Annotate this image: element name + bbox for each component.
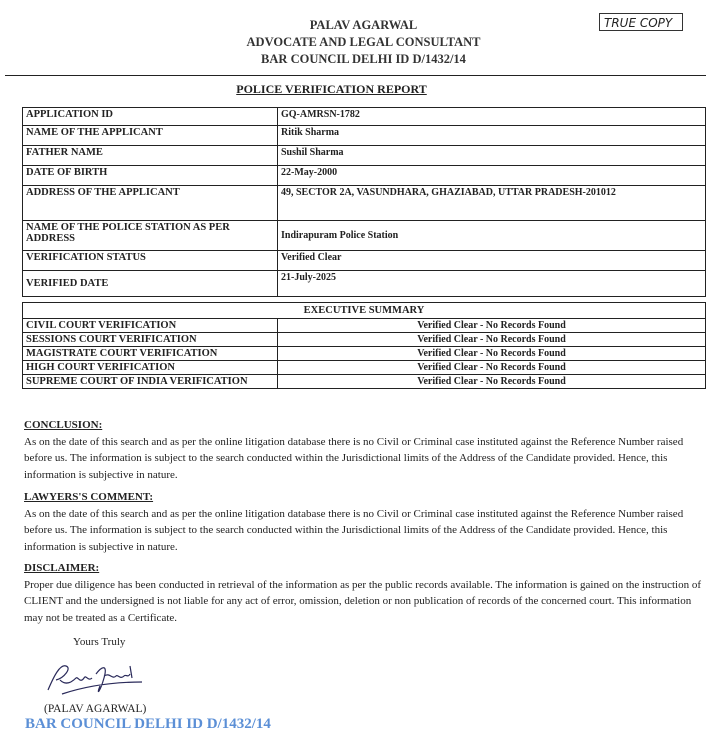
row-label: HIGH COURT VERIFICATION [23,361,278,375]
row-label: FATHER NAME [23,146,278,166]
row-label: NAME OF THE POLICE STATION AS PER ADDRESS [23,221,278,251]
table-row [23,126,706,146]
row-label: APPLICATION ID [23,108,278,126]
row-value: 22-May-2000 [278,166,706,186]
signatory-bar-id: BAR COUNCIL DELHI ID D/1432/14 [25,716,271,732]
table-row [23,251,706,271]
row-value: Verified Clear - No Records Found [278,319,706,333]
table-row [23,361,706,375]
table-row [23,146,706,166]
row-label: MAGISTRATE COURT VERIFICATION [23,347,278,361]
row-value: 49, SECTOR 2A, VASUNDHARA, GHAZIABAD, UTTAR PRADESH-201012 [278,186,706,221]
row-value: Verified Clear - No Records Found [278,375,706,389]
lawyer-title: ADVOCATE AND LEGAL CONSULTANT [246,35,481,49]
row-value: Ritik Sharma [278,126,706,146]
row-label: SUPREME COURT OF INDIA VERIFICATION [23,375,278,389]
table-row [23,333,706,347]
row-value: GQ-AMRSN-1782 [278,108,706,126]
row-value: Verified Clear [278,251,706,271]
row-value: Verified Clear - No Records Found [278,347,706,361]
disclaimer-heading: DISCLAIMER: [24,562,100,574]
applicant-details-table [22,107,706,297]
table-row [23,375,706,389]
comment-heading: LAWYERS'S COMMENT: [24,491,154,503]
table-row [23,108,706,126]
signatory-name: (PALAV AGARWAL) [44,703,147,715]
row-label: ADDRESS OF THE APPLICANT [23,186,278,221]
table-row [23,221,706,251]
conclusion-section [24,417,708,483]
lawyer-comment-section [24,489,708,555]
disclaimer-section [24,560,708,626]
row-value: Sushil Sharma [278,146,706,166]
table-row [23,271,706,297]
row-value: Verified Clear - No Records Found [278,361,706,375]
row-value: Verified Clear - No Records Found [278,333,706,347]
true-copy-stamp: TRUE COPY [599,13,683,31]
signature-image [42,656,152,706]
header-divider [5,75,706,76]
lawyer-bar-id: BAR COUNCIL DELHI ID D/1432/14 [261,52,466,66]
row-label: NAME OF THE APPLICANT [23,126,278,146]
table-row [23,347,706,361]
closing-text: Yours Truly [73,636,126,648]
conclusion-heading: CONCLUSION: [24,419,103,431]
lawyer-name: PALAV AGARWAL [309,18,418,32]
table-row [23,166,706,186]
row-label: SESSIONS COURT VERIFICATION [23,333,278,347]
row-label: CIVIL COURT VERIFICATION [23,319,278,333]
disclaimer-text: Proper due diligence has been conducted in retrieval of the information as per the public records available. The information is gained on the instruction of CLIENT and the undersigned is not liable for any act of error, omission, deletion or non publication of records of the concerned court. This information may not be treated as a Certificate. [24,578,701,624]
conclusion-text: As on the date of this search and as per the online litigation database there is no Civil or Criminal case instituted against the Reference Number raised before us. The information is subject to the search conducted within the Jurisdictional limits of the Address of the Candidate provided. Hence, this information is subjective in nature. [24,435,684,481]
report-title: POLICE VERIFICATION REPORT [236,82,427,96]
row-label: DATE OF BIRTH [23,166,278,186]
row-value: Indirapuram Police Station [278,221,706,251]
row-value: 21-July-2025 [278,271,706,297]
table-row [23,319,706,333]
executive-summary-table [22,302,706,389]
summary-title: EXECUTIVE SUMMARY [23,303,706,319]
comment-text: As on the date of this search and as per the online litigation database there is no Civil or Criminal case instituted against the Reference Number raised before us. The information is subject to the search conducted within the Jurisdictional limits of the Address of the Candidate provided. Hence, this information is subjective in nature. [24,507,684,553]
table-row [23,186,706,221]
row-label: VERIFICATION STATUS [23,251,278,271]
row-label: VERIFIED DATE [23,271,278,297]
